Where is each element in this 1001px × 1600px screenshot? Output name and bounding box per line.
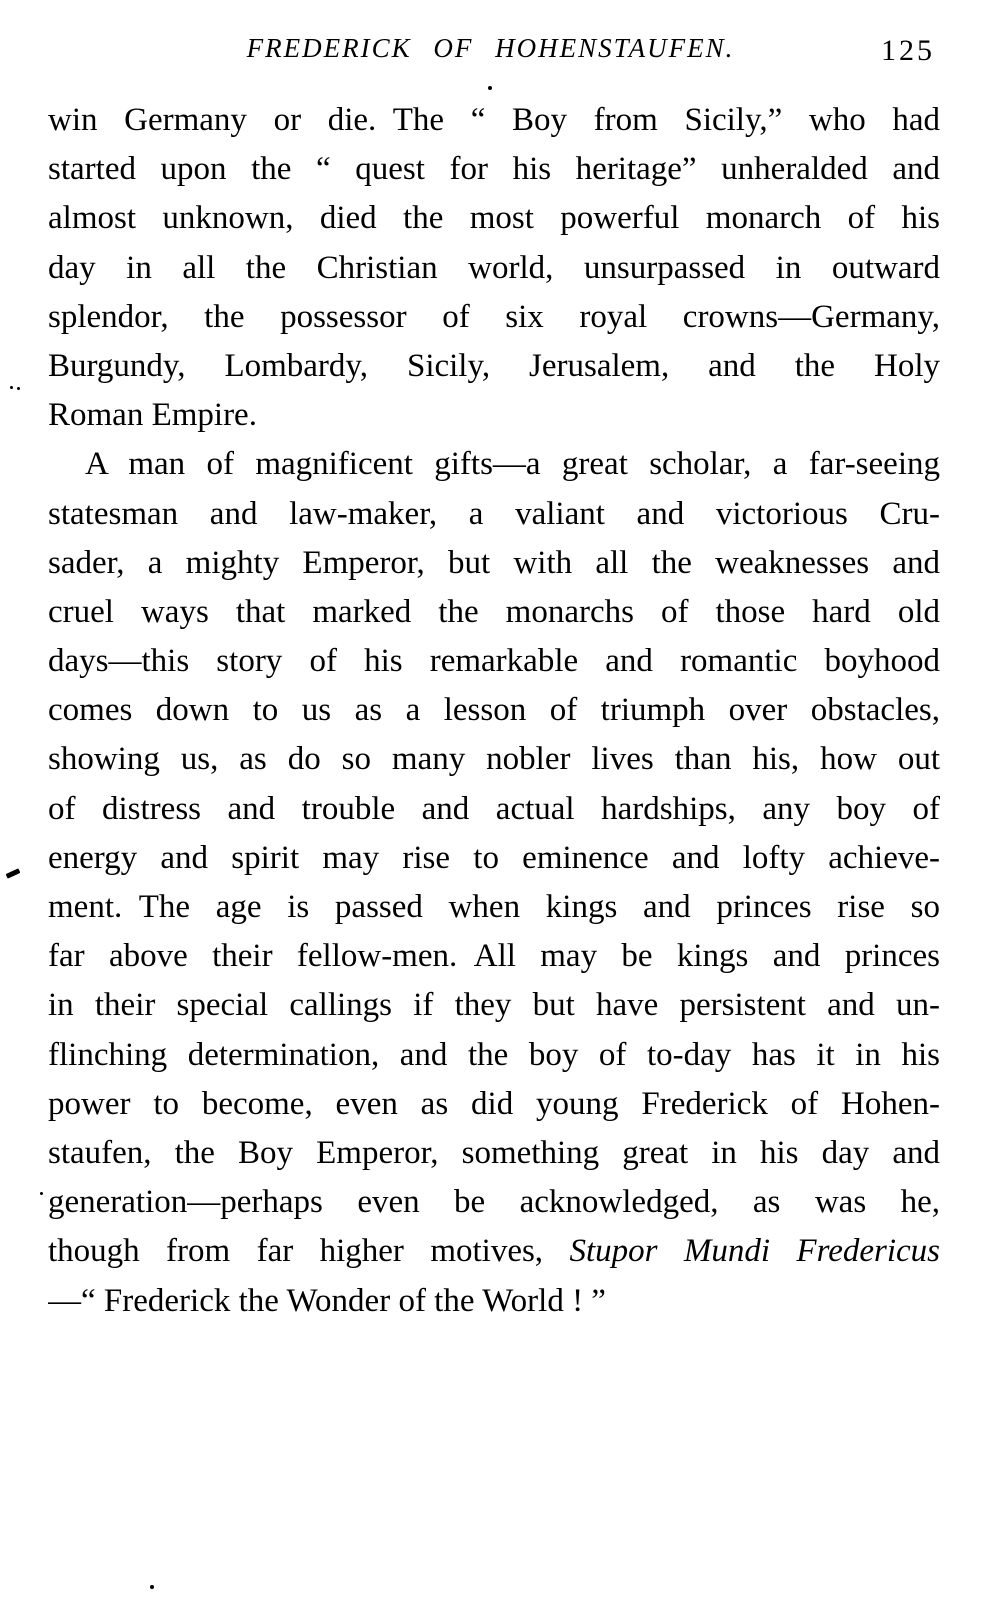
text-line [48, 194, 940, 243]
line-text: splendor, the possessor of six royal crowns—Germany, [48, 298, 940, 335]
text-line [48, 834, 940, 883]
line-text: —“ Frederick the Wonder of the World ! ” [48, 1282, 606, 1319]
text-line [48, 686, 940, 735]
scan-speck [488, 86, 492, 90]
text-line [48, 342, 940, 391]
text-line [48, 539, 940, 588]
line-text: flinching determination, and the boy of to-day has it in his [48, 1036, 940, 1073]
text-line [48, 981, 940, 1030]
line-text: Roman Empire. [48, 397, 257, 434]
line-text: almost unknown, died the most powerful monarch of his [48, 200, 940, 237]
running-head [0, 33, 1001, 73]
line-text: win Germany or die. The “ Boy from Sicily,” who had [48, 102, 940, 138]
text-line [48, 637, 940, 686]
text-line [48, 145, 940, 194]
page-title: FREDERICK OF HOHENSTAUFEN. [246, 33, 735, 63]
text-line [48, 1129, 940, 1178]
line-text: energy and spirit may rise to eminence and lofty achieve- [48, 839, 940, 876]
text-line [48, 244, 940, 293]
scan-speck [10, 386, 13, 389]
line-text: staufen, the Boy Emperor, something great in his day and [48, 1134, 940, 1171]
line-text: far above their fellow-men. All may be kings and princes [48, 938, 940, 975]
line-italic-text: Stupor Mundi Fredericus [569, 1233, 940, 1270]
text-line [48, 883, 940, 932]
text-line [48, 1031, 940, 1080]
page-number: 125 [881, 34, 935, 67]
text-line [48, 932, 940, 981]
line-text: sader, a mighty Emperor, but with all the weaknesses and [48, 544, 940, 581]
scan-speck [6, 868, 21, 878]
line-text: statesman and law-maker, a valiant and victorious Cru- [48, 495, 940, 532]
line-text: though from far higher motives, [48, 1233, 570, 1270]
text-line [48, 1080, 940, 1129]
text-line [48, 785, 940, 834]
line-text: in their special callings if they but have persistent and un- [48, 987, 940, 1024]
line-text: cruel ways that marked the monarchs of those hard old [48, 593, 940, 630]
line-text: generation—perhaps even be acknowledged, as was he, [48, 1184, 940, 1221]
line-text: showing us, as do so many nobler lives than his, how out [48, 741, 940, 778]
line-text: days—this story of his remarkable and romantic boyhood [48, 643, 940, 680]
text-line [48, 1178, 940, 1227]
text-line [48, 96, 940, 145]
line-text: A man of magnificent gifts—a great scholar, a far-seeing [85, 446, 940, 483]
line-text: Burgundy, Lombardy, Sicily, Jerusalem, and the Holy [48, 347, 940, 384]
line-text: of distress and trouble and actual hardships, any boy of [48, 790, 940, 827]
text-line [48, 490, 940, 539]
text-column [48, 96, 940, 1326]
line-text: power to become, even as did young Frederick of Hohen- [48, 1085, 940, 1122]
line-text: comes down to us as a lesson of triumph over obstacles, [48, 692, 940, 729]
line-text: ment. The age is passed when kings and princes rise so [48, 889, 940, 925]
scan-speck [150, 1585, 154, 1589]
text-line [48, 391, 940, 440]
line-text: started upon the “ quest for his heritage” unheralded and [48, 151, 940, 188]
text-line [48, 735, 940, 784]
scan-speck [40, 1192, 43, 1195]
text-line [48, 1227, 940, 1276]
text-line [48, 440, 940, 489]
text-line [48, 293, 940, 342]
text-line [48, 588, 940, 637]
line-text: day in all the Christian world, unsurpassed in outward [48, 249, 940, 286]
text-line [48, 1277, 940, 1326]
scan-speck [17, 387, 20, 390]
